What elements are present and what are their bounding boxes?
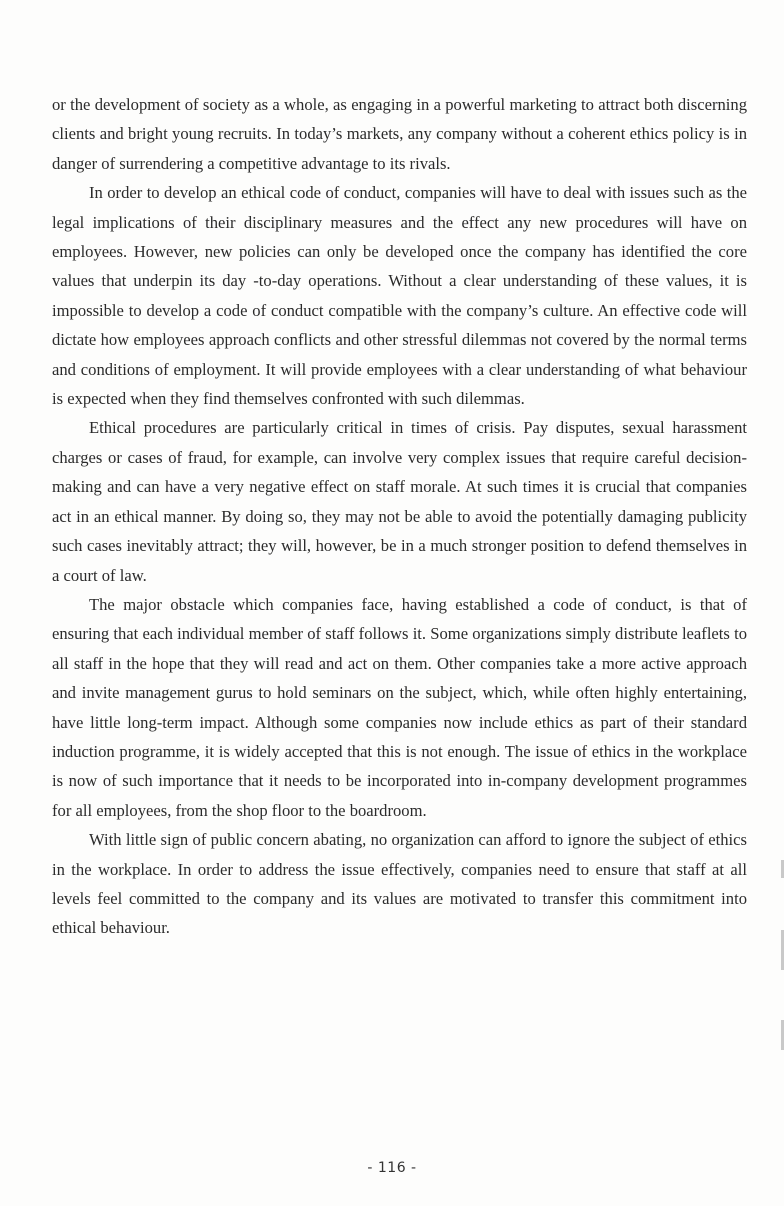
page-number: - 116 -	[367, 1160, 417, 1176]
paragraph-3: Ethical procedures are particularly critical in times of crisis. Pay disputes, sexual harassment charges or cases of fraud, for example, can involve very complex issues that require careful decision-making and can have a very negative effect on staff morale. At such times it is crucial that companies act in an ethical manner. By doing so, they may not be able to avoid the potentially damaging publicity such cases inevitably attract; they will, however, be in a much stronger position to defend themselves in a court of law.	[52, 418, 747, 585]
body-text	[52, 90, 747, 943]
paragraph-4: The major obstacle which companies face, having established a code of conduct, is that of ensuring that each individual member of staff follows it. Some organizations simply distribute leaflets to all staff in the hope that they will read and act on them. Other companies take a more active approach and invite management gurus to hold seminars on the subject, which, while often highly entertaining, have little long-term impact. Although some companies now include ethics as part of their standard induction programme, it is widely accepted that this is not enough. The issue of ethics in the workplace is now of such importance that it needs to be incorporated into in-company development programmes for all employees, from the shop floor to the boardroom.	[52, 594, 747, 820]
paragraph-2: In order to develop an ethical code of conduct, companies will have to deal with issues such as the legal implications of their disciplinary measures and the effect any new procedures will have on employees. However, new policies can only be developed once the company has identified the core values that underpin its day -to-day operations. Without a clear understanding of these values, it is impossible to develop a code of conduct compatible with the company’s culture. An effective code will dictate how employees approach conflicts and other stressful dilemmas not covered by the normal terms and conditions of employment. It will provide employees with a clear understanding of what behaviour is expected when they find themselves confronted with such dilemmas.	[52, 183, 747, 409]
paragraph-5: With little sign of public concern abating, no organization can afford to ignore the subject of ethics in the workplace. In order to address the issue effectively, companies need to ensure that staff at all levels feel committed to the company and its values are motivated to transfer this commitment into ethical behaviour.	[52, 830, 747, 938]
paragraph-1: or the development of society as a whole, as engaging in a powerful marketing to attract both discerning clients and bright young recruits. In today’s markets, any company without a coherent ethics policy is in danger of surrendering a competitive advantage to its rivals.	[52, 95, 747, 173]
